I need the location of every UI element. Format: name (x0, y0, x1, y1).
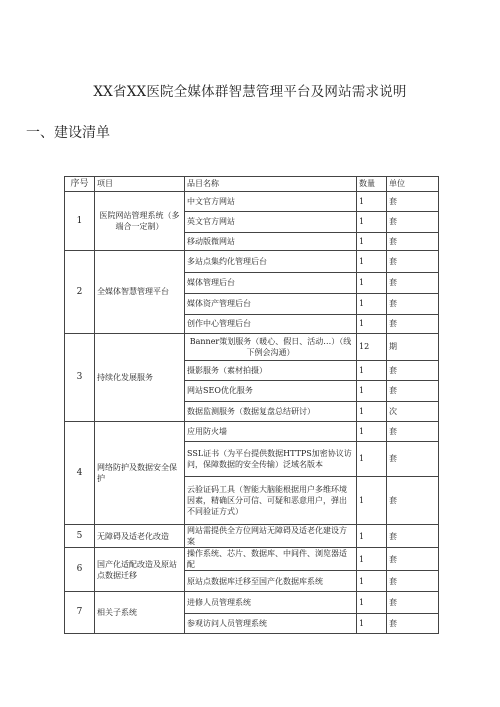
cell-unit: 套 (387, 614, 439, 634)
cell-qty: 1 (357, 442, 387, 477)
cell-unit: 套 (387, 381, 439, 402)
cell-unit: 套 (387, 233, 439, 251)
header-unit: 单位 (387, 177, 439, 192)
cell-unit: 套 (387, 273, 439, 294)
cell-qty: 1 (357, 273, 387, 294)
cell-no: 5 (65, 525, 95, 548)
cell-item: 原站点数据库迁移至国产化数据库系统 (185, 571, 357, 592)
cell-unit: 套 (387, 548, 439, 571)
cell-unit: 套 (387, 525, 439, 548)
section-heading: 一、建设清单 (26, 125, 110, 141)
cell-no: 7 (65, 592, 95, 634)
cell-qty: 1 (357, 614, 387, 634)
cell-item: 中文官方网站 (185, 192, 357, 212)
cell-no: 2 (65, 251, 95, 334)
cell-unit: 期 (387, 334, 439, 361)
cell-item: 云验证码工具（智能大脑能根据用户多维环境因素，精确区分可信、可疑和恶意用户，弹出不同验证方式） (185, 477, 357, 525)
cell-unit: 套 (387, 592, 439, 614)
cell-qty: 1 (357, 361, 387, 381)
table-row (65, 422, 439, 442)
cell-qty: 1 (357, 294, 387, 315)
header-item: 品目名称 (185, 177, 357, 192)
header-qty: 数量 (357, 177, 387, 192)
document-title: XX省XX医院全媒体群智慧管理平台及网站需求说明 (93, 84, 407, 100)
cell-qty: 1 (357, 402, 387, 422)
cell-project: 全媒体智慧管理平台 (95, 251, 185, 334)
cell-item: 操作系统、芯片、数据库、中间件、浏览器适配 (185, 548, 357, 571)
cell-qty: 1 (357, 381, 387, 402)
cell-item: 摄影服务（素材拍摄） (185, 361, 357, 381)
cell-no: 1 (65, 192, 95, 251)
cell-qty: 1 (357, 233, 387, 251)
cell-qty: 1 (357, 548, 387, 571)
cell-item: 英文官方网站 (185, 212, 357, 233)
cell-item: 媒体管理后台 (185, 273, 357, 294)
cell-qty: 1 (357, 422, 387, 442)
cell-item: 数据监测服务（数据复盘总结研讨） (185, 402, 357, 422)
cell-item: 参观访问人员管理系统 (185, 614, 357, 634)
cell-item: 应用防火墙 (185, 422, 357, 442)
cell-project: 网络防护及数据安全保护 (95, 422, 185, 525)
cell-project: 相关子系统 (95, 592, 185, 634)
cell-item: 创作中心管理后台 (185, 315, 357, 334)
cell-qty: 1 (357, 477, 387, 525)
cell-project: 国产化适配改造及原站点数据迁移 (95, 548, 185, 592)
cell-unit: 套 (387, 251, 439, 273)
cell-item: Banner策划服务（暖心、假日、活动…）（线下例会沟通） (185, 334, 357, 361)
cell-item: 媒体资产管理后台 (185, 294, 357, 315)
header-project: 项目 (95, 177, 185, 192)
cell-qty: 1 (357, 212, 387, 233)
cell-qty: 1 (357, 192, 387, 212)
cell-qty: 1 (357, 315, 387, 334)
cell-unit: 套 (387, 212, 439, 233)
cell-project: 持续化发展服务 (95, 334, 185, 422)
cell-unit: 套 (387, 571, 439, 592)
cell-unit: 次 (387, 402, 439, 422)
cell-project: 无障碍及适老化改造 (95, 525, 185, 548)
cell-unit: 套 (387, 315, 439, 334)
table-header-row (65, 177, 439, 192)
cell-unit: 套 (387, 361, 439, 381)
cell-item: 进修人员管理系统 (185, 592, 357, 614)
requirements-table (64, 176, 439, 634)
cell-no: 6 (65, 548, 95, 592)
header-no: 序号 (65, 177, 95, 192)
requirements-table-body (65, 177, 439, 634)
table-row (65, 192, 439, 212)
cell-no: 4 (65, 422, 95, 525)
cell-item: 网站需提供全方位网站无障碍及适老化建设方案 (185, 525, 357, 548)
cell-item: SSL证书（为平台提供数据HTTPS加密协议访问，保障数据的安全传输）泛域名版本 (185, 442, 357, 477)
cell-qty: 1 (357, 525, 387, 548)
table-row (65, 548, 439, 571)
cell-project: 医院网站管理系统（多端合一定制） (95, 192, 185, 251)
cell-unit: 套 (387, 477, 439, 525)
cell-qty: 12 (357, 334, 387, 361)
table-row (65, 334, 439, 361)
table-row (65, 592, 439, 614)
cell-no: 3 (65, 334, 95, 422)
cell-item: 移动版微网站 (185, 233, 357, 251)
cell-qty: 1 (357, 251, 387, 273)
cell-unit: 套 (387, 442, 439, 477)
cell-unit: 套 (387, 192, 439, 212)
cell-item: 网站SEO优化服务 (185, 381, 357, 402)
table-row (65, 251, 439, 273)
cell-item: 多站点集约化管理后台 (185, 251, 357, 273)
cell-unit: 套 (387, 294, 439, 315)
table-row (65, 525, 439, 548)
cell-unit: 套 (387, 422, 439, 442)
cell-qty: 1 (357, 571, 387, 592)
cell-qty: 1 (357, 592, 387, 614)
